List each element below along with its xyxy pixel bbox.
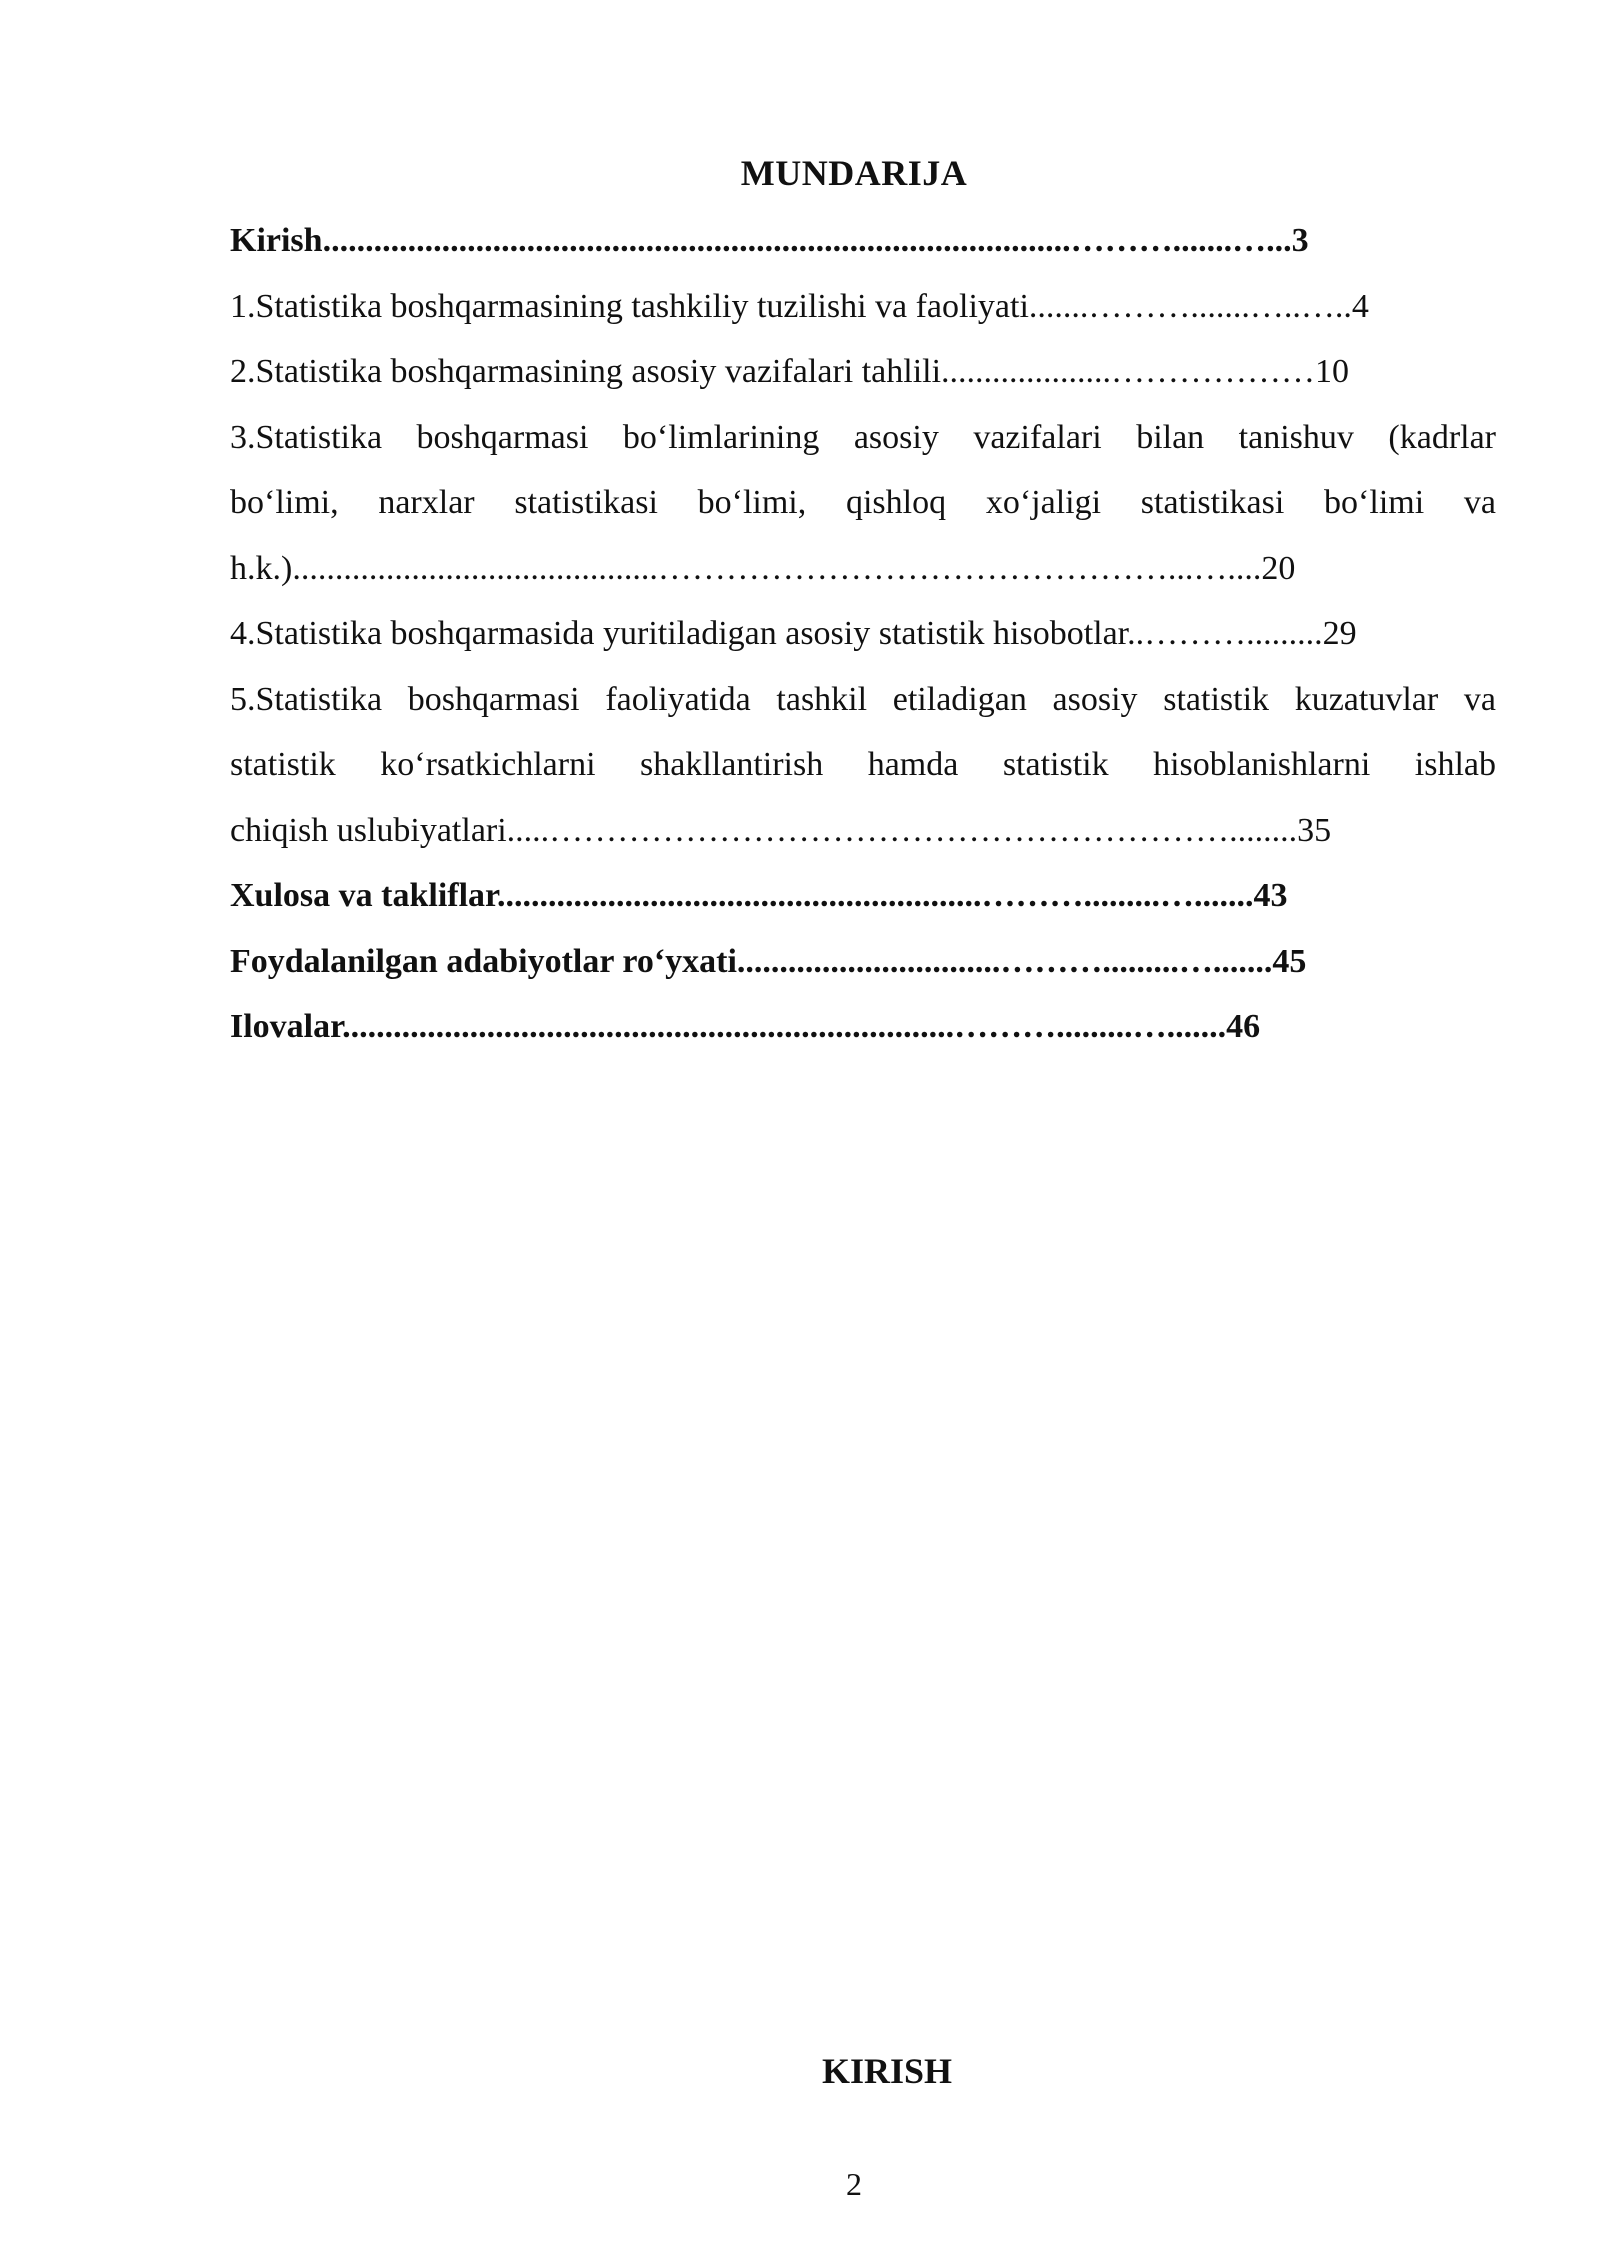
toc-entry-ilovalar: Ilovalar........................................................................……….........….......46	[230, 1008, 1261, 1045]
toc-entry-3-line-3: h.k.)...........................................………………………………………...…....20	[230, 549, 1296, 587]
toc-entry-5-line-3: chiqish uslubiyatlari.....……………………………………………………........35	[230, 811, 1332, 849]
toc-entry-kirish: Kirish........................................................................................……….......…...3	[230, 222, 1309, 259]
table-of-contents	[230, 208, 1496, 1060]
toc-entry-4: 4.Statistika boshqarmasida yuritiladigan asosiy statistik hisobotlar..……….........29	[230, 615, 1357, 652]
toc-entry-adabiyotlar: Foydalanilgan adabiyotlar ro‘yxati...............................……….........….......45	[230, 942, 1307, 980]
toc-entry-3-line-1: 3.Statistika boshqarmasi bo‘limlarining asosiy vazifalari bilan tanishuv (kadrlar	[230, 418, 1496, 456]
toc-entry-3-line-2: bo‘limi, narxlar statistikasi bo‘limi, qishloq xo‘jaligi statistikasi bo‘limi va	[230, 484, 1496, 521]
toc-entry-xulosa: Xulosa va takliflar.........................................................……….........….......43	[230, 877, 1288, 914]
toc-entry-1: 1.Statistika boshqarmasining tashkiliy tuzilishi va faoliyati.......……….......…..…..4	[230, 287, 1369, 325]
page-number: 2	[846, 2166, 862, 2202]
toc-entry-2: 2.Statistika boshqarmasining asosiy vazifalari tahlili....................………………10	[230, 353, 1350, 390]
section-heading-kirish: KIRISH	[821, 2051, 953, 2091]
toc-title: MUNDARIJA	[740, 153, 968, 193]
toc-entry-5-line-1: 5.Statistika boshqarmasi faoliyatida tashkil etiladigan asosiy statistik kuzatuvlar va	[230, 680, 1496, 718]
toc-entry-5-line-2: statistik ko‘rsatkichlarni shakllantirish hamda statistik hisoblanishlarni ishlab	[230, 746, 1496, 783]
